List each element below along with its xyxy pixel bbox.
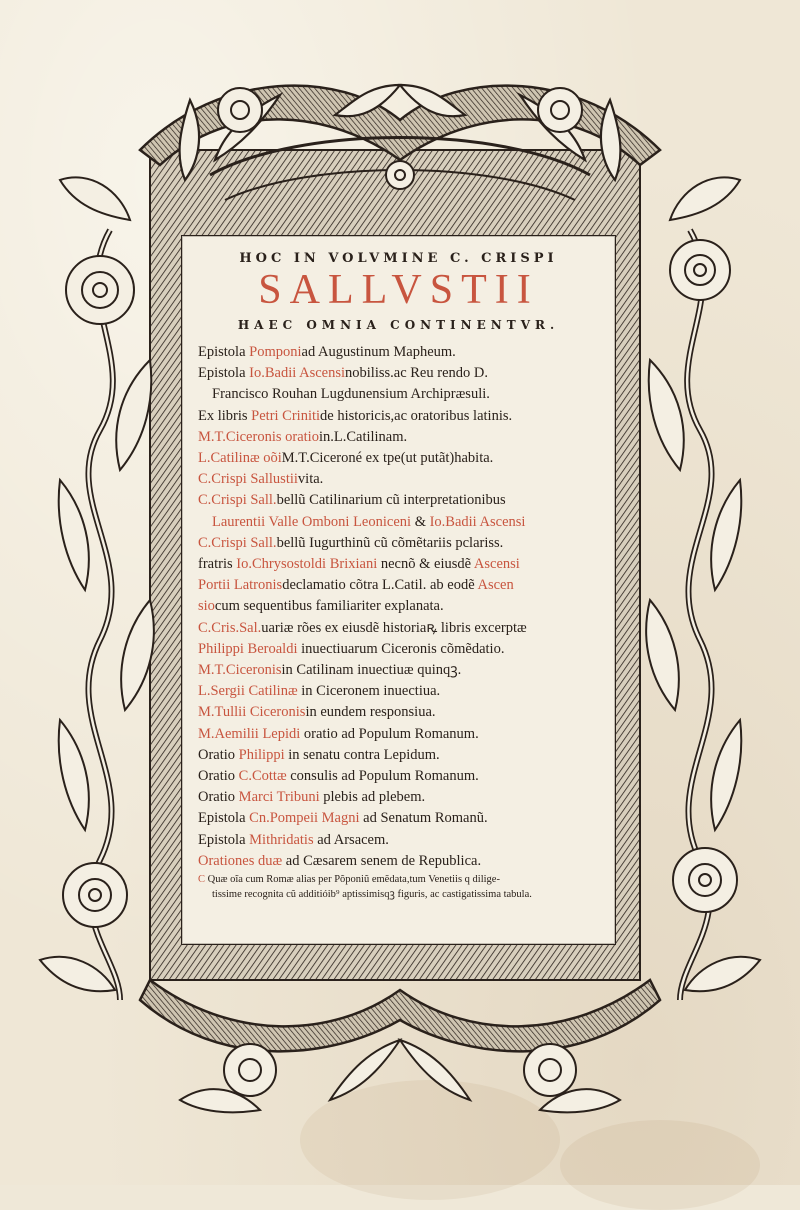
- body-text: Ex libris: [198, 407, 252, 424]
- rubric-text: Marci Tribuni: [238, 789, 320, 806]
- rubric-text: Philippi Beroaldi: [198, 640, 298, 657]
- body-text: cum sequentibus familiariter explanata.: [214, 598, 444, 615]
- body-text: Epistola: [198, 344, 250, 360]
- rubric-text: Petri Criniti: [251, 407, 321, 424]
- rubric-text: Pomponi: [249, 344, 302, 360]
- rubric-text: C: [198, 874, 208, 886]
- contents-line: [198, 766, 608, 787]
- rubric-text: Orationes duæ: [198, 852, 283, 869]
- rubric-text: M.T.Ciceronis oratio: [198, 428, 319, 445]
- body-text: Oratio: [198, 746, 239, 763]
- contents-line: [198, 724, 608, 745]
- body-text: M.T.Ciceroné ex tpe(ut putãt)habita.: [281, 450, 494, 467]
- header-line-1: HOC IN VOLVMINE C. CRISPI: [239, 251, 558, 266]
- body-text: bellũ Iugurthinũ cũ cõmẽtariis pclariss.: [276, 534, 504, 551]
- rubric-text: M.T.Ciceronis: [198, 662, 282, 679]
- body-text: plebis ad plebem.: [319, 789, 426, 806]
- body-text: Epistola: [198, 810, 250, 827]
- header-line-3: HAEC OMNIA CONTINENTVR.: [237, 318, 560, 332]
- rubric-text: Io.Badii Ascensi: [249, 365, 346, 382]
- contents-line: [198, 533, 608, 554]
- body-text: Francisco Rouhan Lugdunensium Archipræsuli.: [212, 386, 490, 403]
- contents-line: [198, 575, 608, 596]
- body-text: &: [411, 513, 430, 530]
- rubric-text: Io.Chrysostoldi Brixiani: [236, 556, 378, 573]
- body-text: in.L.Catilinam.: [318, 428, 408, 445]
- rubric-text: Portii Latronis: [198, 577, 283, 594]
- contents-line: [198, 554, 608, 575]
- body-text: Quæ oĩa cum Romæ alias per Põponiũ emẽdata,tum Venetiis q dilige-: [207, 874, 500, 886]
- body-text: inuectiuarum Ciceronis cõmẽdatio.: [297, 640, 505, 657]
- contents-line: [198, 787, 608, 808]
- body-text: nobiliss.ac Reu rendo D.: [345, 365, 488, 382]
- contents-line: [198, 639, 608, 660]
- body-text: de historicis,ac oratoribus latinis.: [320, 407, 513, 424]
- contents-list: [198, 342, 608, 902]
- contents-line: [198, 448, 608, 469]
- contents-line: [198, 342, 608, 363]
- contents-line: [198, 618, 608, 639]
- body-text: Epistola: [198, 831, 250, 848]
- rubric-text: Ascensi: [473, 556, 520, 573]
- contents-line: [198, 406, 608, 427]
- contents-line: [198, 681, 608, 702]
- body-text: in senatu contra Lepidum.: [284, 746, 440, 763]
- body-text: ad Augustinum Mapheum.: [301, 344, 456, 360]
- body-text: Oratio: [198, 768, 239, 785]
- rubric-text: Cn.Pompeii Magni: [249, 810, 360, 827]
- rubric-text: Ascen: [477, 577, 514, 594]
- body-text: ad Senatum Romanũ.: [359, 810, 488, 827]
- body-text: in Catilinam inuectiuæ quinqꝫ.: [281, 662, 462, 679]
- body-text: tissime recognita cũ additióib⁹ aptissimisqꝫ figuris, ac castigatissima tabula.: [212, 889, 532, 901]
- body-text: ad Cæsarem senem de Republica.: [282, 852, 482, 869]
- contents-line: [198, 660, 608, 681]
- contents-line: [198, 887, 608, 902]
- rubric-text: C.Cottæ: [238, 768, 287, 785]
- rubric-text: Mithridatis: [249, 831, 314, 848]
- rubric-text: L.Catilinæ oõi: [198, 450, 282, 467]
- body-text: uariæ rões ex eiusdẽ historiaꝶ libris excerptæ: [261, 619, 527, 636]
- title-sallustii: SALLVSTII: [258, 267, 539, 313]
- contents-line: [198, 384, 608, 405]
- rubric-text: C.Crispi Sall.: [198, 534, 277, 551]
- body-text: necnõ & eiusdẽ: [377, 556, 474, 573]
- body-text: consulis ad Populum Romanum.: [286, 768, 479, 785]
- body-text: declamatio cõtra L.Catil. ab eodẽ: [282, 577, 478, 594]
- body-text: Epistola: [198, 365, 250, 382]
- contents-line: [198, 830, 608, 851]
- rubric-text: Philippi: [238, 746, 285, 763]
- contents-line: [198, 469, 608, 490]
- rubric-text: L.Sergii Catilinæ: [198, 683, 298, 700]
- contents-line: [198, 872, 608, 887]
- body-text: vita.: [297, 471, 324, 488]
- body-text: oratio ad Populum Romanum.: [300, 725, 479, 742]
- body-text: in eundem responsiua.: [305, 704, 436, 721]
- body-text: Oratio: [198, 789, 239, 806]
- contents-line: [198, 490, 608, 511]
- contents-line: [198, 851, 608, 872]
- rubric-text: M.Tullii Ciceronis: [198, 704, 306, 721]
- contents-line: [198, 427, 608, 448]
- contents-line: [198, 512, 608, 533]
- contents-line: [198, 596, 608, 617]
- body-text: ad Arsacem.: [313, 831, 389, 848]
- body-text: bellũ Catilinarium cũ interpretationibus: [276, 492, 506, 509]
- rubric-text: C.Cris.Sal.: [198, 619, 262, 636]
- contents-line: [198, 745, 608, 766]
- contents-line: [198, 702, 608, 723]
- title-panel: [182, 236, 615, 944]
- body-text: fratris: [198, 556, 237, 573]
- body-text: in Ciceronem inuectiua.: [297, 683, 441, 700]
- rubric-text: Io.Badii Ascensi: [429, 513, 526, 530]
- rubric-text: sio: [198, 598, 215, 615]
- rubric-text: C.Crispi Sallustii: [198, 471, 298, 488]
- rubric-text: Laurentii Valle Omboni Leoniceni: [212, 513, 412, 530]
- rubric-text: M.Aemilii Lepidi: [198, 725, 301, 742]
- contents-line: [198, 808, 608, 829]
- rubric-text: C.Crispi Sall.: [198, 492, 277, 509]
- contents-line: [198, 363, 608, 384]
